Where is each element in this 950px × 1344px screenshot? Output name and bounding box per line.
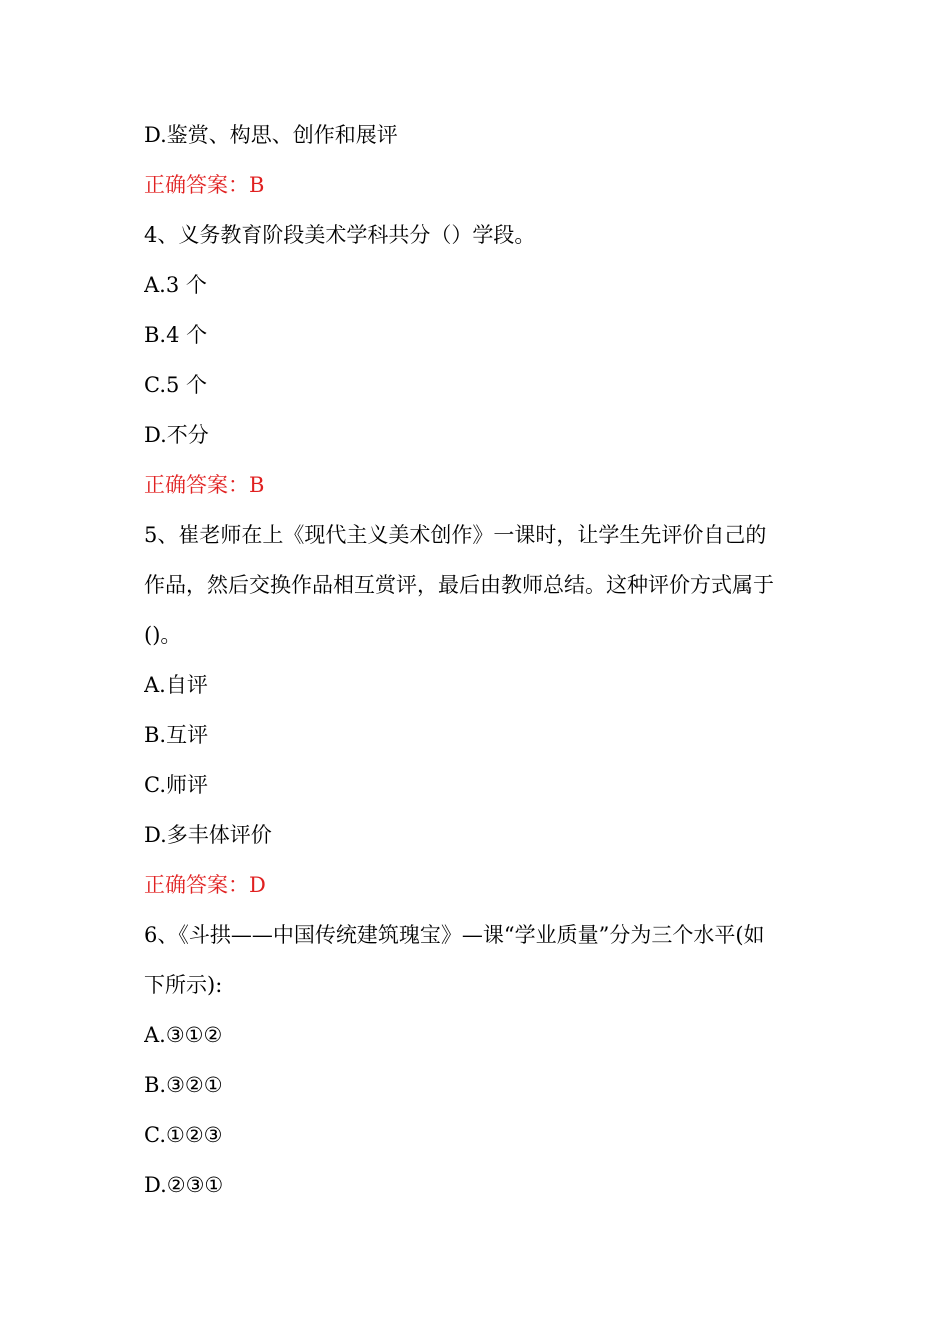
question-line: 下所示): [144, 973, 223, 997]
option-line: C.5 个 [144, 373, 208, 397]
option-line: A.3 个 [144, 273, 207, 297]
question-line: 作品，然后交换作品相互赏评，最后由教师总结。这种评价方式属于 [144, 573, 774, 597]
question-line: ()。 [144, 623, 182, 647]
answer-line: 正确答案：B [144, 473, 265, 497]
option-line: C.①②③ [144, 1123, 223, 1147]
question-line: 5、崔老师在上《现代主义美术创作》一课时，让学生先评价自己的 [144, 523, 767, 547]
option-line: D.鉴赏、构思、创作和展评 [144, 123, 398, 147]
option-line: A.自评 [144, 673, 208, 697]
question-line: 6、《斗拱——中国传统建筑瑰宝》—课“学业质量”分为三个水平(如 [144, 923, 765, 947]
answer-line: 正确答案：B [144, 173, 265, 197]
option-line: B.③②① [144, 1073, 223, 1097]
answer-line: 正确答案：D [144, 873, 266, 897]
option-line: D.②③① [144, 1173, 224, 1197]
option-line: D.不分 [144, 423, 209, 447]
option-line: C.师评 [144, 773, 208, 797]
option-line: A.③①② [144, 1023, 223, 1047]
question-line: 4、义务教育阶段美术学科共分（）学段。 [144, 223, 536, 247]
option-line: D.多丰体评价 [144, 823, 272, 847]
option-line: B.互评 [144, 723, 209, 747]
option-line: B.4 个 [144, 323, 208, 347]
document-page [144, 110, 814, 1210]
